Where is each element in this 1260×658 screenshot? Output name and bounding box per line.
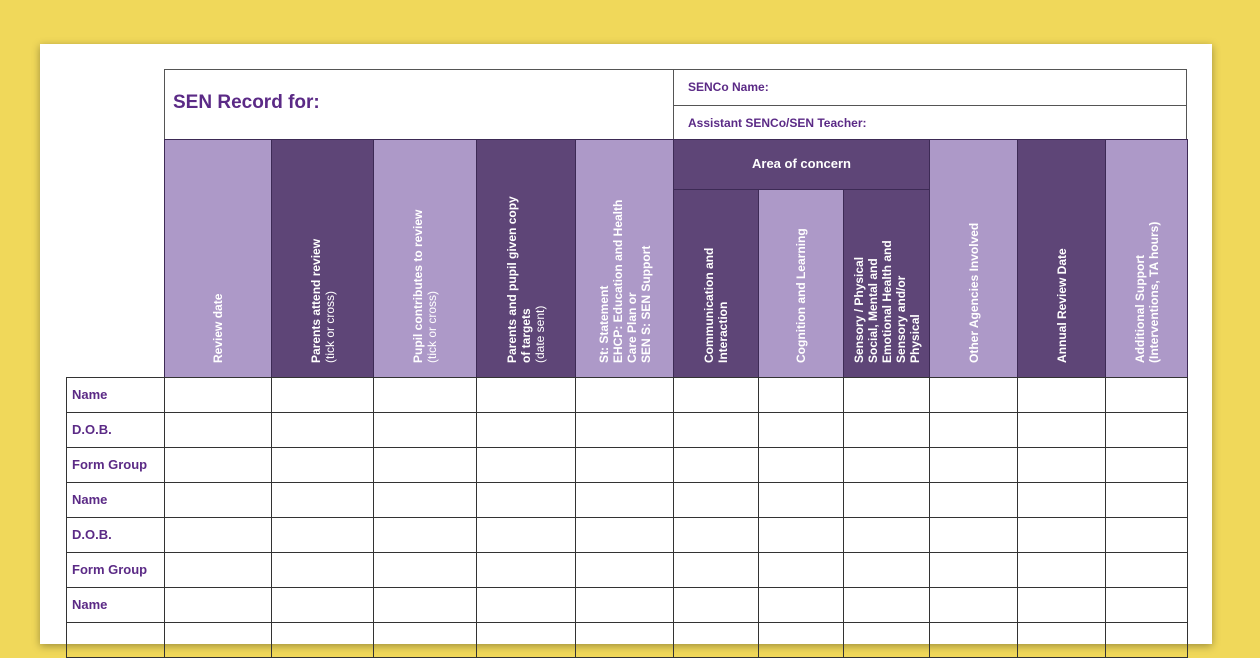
column-header-line: Care Plan or <box>624 292 639 363</box>
column-header-label <box>411 210 439 363</box>
table-cell[interactable] <box>271 587 374 623</box>
table-cell[interactable] <box>1017 482 1106 518</box>
table-cell[interactable] <box>1017 587 1106 623</box>
table-cell[interactable] <box>843 622 930 658</box>
table-cell[interactable] <box>843 552 930 588</box>
table-cell[interactable] <box>758 552 844 588</box>
row-label-cell <box>66 517 165 553</box>
table-cell[interactable] <box>575 482 674 518</box>
table-cell[interactable] <box>575 587 674 623</box>
column-header-label <box>702 248 730 363</box>
table-cell[interactable] <box>1105 412 1188 448</box>
table-cell[interactable] <box>929 377 1018 413</box>
column-header-parents-attend <box>271 139 374 378</box>
table-cell[interactable] <box>271 517 374 553</box>
column-header-line: SEN S: SEN Support <box>638 245 653 363</box>
area-of-concern-label: Area of concern <box>752 156 851 171</box>
table-cell[interactable] <box>843 517 930 553</box>
column-header-line: EHCP: Education and Health <box>610 199 625 363</box>
assistant-senco-cell[interactable] <box>673 105 1187 140</box>
row-label-cell <box>66 587 165 623</box>
column-header-line: Interaction <box>716 301 730 363</box>
table-cell[interactable] <box>929 517 1018 553</box>
table-cell[interactable] <box>373 412 477 448</box>
column-header-line: Other Agencies Involved <box>966 222 981 363</box>
table-cell[interactable] <box>271 377 374 413</box>
column-header-copy-of-targets <box>476 139 576 378</box>
table-cell[interactable] <box>164 552 272 588</box>
column-header-line: (Interventions, TA hours) <box>1146 221 1161 363</box>
table-cell[interactable] <box>929 552 1018 588</box>
table-cell[interactable] <box>673 412 759 448</box>
senco-name-label: SENCo Name: <box>688 80 769 94</box>
table-cell[interactable] <box>164 622 272 658</box>
row-label: Name <box>72 387 108 402</box>
table-cell[interactable] <box>1105 622 1188 658</box>
column-header-annual-review <box>1017 139 1106 378</box>
column-header-line: Sensory / Physical <box>851 256 866 363</box>
table-cell[interactable] <box>575 552 674 588</box>
column-header-review-date <box>164 139 272 378</box>
table-cell[interactable] <box>1105 447 1188 483</box>
table-cell[interactable] <box>476 587 576 623</box>
table-cell[interactable] <box>758 447 844 483</box>
table-cell[interactable] <box>575 622 674 658</box>
table-cell[interactable] <box>929 482 1018 518</box>
column-header-line: Review date <box>211 293 225 363</box>
table-cell[interactable] <box>758 412 844 448</box>
table-cell[interactable] <box>373 377 477 413</box>
table-cell[interactable] <box>476 622 576 658</box>
row-label-cell <box>66 552 165 588</box>
column-header-label <box>1055 248 1069 363</box>
column-header-line: Physical <box>907 314 922 363</box>
column-header-line: Parents attend review <box>308 238 323 363</box>
table-cell[interactable] <box>575 447 674 483</box>
column-header-line: of targets <box>519 308 533 363</box>
column-header-sensory <box>843 189 930 378</box>
table-cell[interactable] <box>929 622 1018 658</box>
table-cell[interactable] <box>1017 412 1106 448</box>
table-cell[interactable] <box>843 412 930 448</box>
column-header-label <box>967 223 981 363</box>
row-label: D.O.B. <box>72 527 112 542</box>
table-cell[interactable] <box>164 517 272 553</box>
column-header-cognition <box>758 189 844 378</box>
column-header-line: Pupil contributes to review <box>411 209 425 363</box>
column-header-label <box>597 200 653 363</box>
table-cell[interactable] <box>843 482 930 518</box>
column-header-pupil-contributes <box>373 139 477 378</box>
row-label-cell <box>66 622 165 658</box>
table-cell[interactable] <box>271 482 374 518</box>
row-label-cell <box>66 377 165 413</box>
record-title-cell <box>164 69 674 140</box>
table-cell[interactable] <box>373 447 477 483</box>
column-header-label <box>309 239 337 363</box>
table-cell[interactable] <box>1105 482 1188 518</box>
row-label-cell <box>66 447 165 483</box>
column-header-line: Additional Support <box>1132 255 1147 363</box>
row-label-cell <box>66 482 165 518</box>
row-label: Name <box>72 492 108 507</box>
column-header-label <box>505 196 547 363</box>
column-header-sub: (tick or cross) <box>322 291 337 363</box>
column-header-communication <box>673 189 759 378</box>
table-cell[interactable] <box>673 587 759 623</box>
column-header-line: Sensory and/or <box>893 275 908 363</box>
table-cell[interactable] <box>476 412 576 448</box>
table-cell[interactable] <box>476 482 576 518</box>
table-cell[interactable] <box>758 377 844 413</box>
table-cell[interactable] <box>929 447 1018 483</box>
row-label: D.O.B. <box>72 422 112 437</box>
table-cell[interactable] <box>929 587 1018 623</box>
table-cell[interactable] <box>758 482 844 518</box>
table-cell[interactable] <box>673 447 759 483</box>
table-cell[interactable] <box>373 587 477 623</box>
area-of-concern-header <box>673 139 930 190</box>
table-cell[interactable] <box>476 377 576 413</box>
table-cell[interactable] <box>164 412 272 448</box>
column-header-line: Annual Review Date <box>1054 248 1069 363</box>
row-label-cell <box>66 412 165 448</box>
table-cell[interactable] <box>1105 377 1188 413</box>
table-cell[interactable] <box>271 412 374 448</box>
column-header-statement <box>575 139 674 378</box>
column-header-line: Cognition and Learning <box>794 228 808 363</box>
table-cell[interactable] <box>843 447 930 483</box>
table-cell[interactable] <box>673 482 759 518</box>
table-cell[interactable] <box>575 377 674 413</box>
table-cell[interactable] <box>373 517 477 553</box>
column-header-line: Emotional Health and <box>879 240 894 363</box>
column-header-line: Parents and pupil given copy <box>505 196 519 363</box>
column-header-label <box>1133 222 1161 363</box>
row-label: Form Group <box>72 457 148 472</box>
table-cell[interactable] <box>758 517 844 553</box>
column-header-label <box>794 228 808 363</box>
column-header-sub: (date sent) <box>533 305 547 363</box>
table-cell[interactable] <box>271 447 374 483</box>
table-cell[interactable] <box>476 517 576 553</box>
table-cell[interactable] <box>843 587 930 623</box>
table-cell[interactable] <box>164 587 272 623</box>
record-title: SEN Record for: <box>173 92 320 113</box>
column-header-line: Communication and <box>702 247 716 363</box>
row-label: Form Group <box>72 562 148 577</box>
table-cell[interactable] <box>164 482 272 518</box>
table-cell[interactable] <box>164 377 272 413</box>
table-cell[interactable] <box>1017 552 1106 588</box>
table-cell[interactable] <box>373 552 477 588</box>
table-cell[interactable] <box>673 622 759 658</box>
table-cell[interactable] <box>476 552 576 588</box>
column-header-sub: (tick or cross) <box>425 291 439 363</box>
table-cell[interactable] <box>1105 552 1188 588</box>
table-cell[interactable] <box>575 517 674 553</box>
table-cell[interactable] <box>673 377 759 413</box>
table-cell[interactable] <box>758 622 844 658</box>
column-header-line: St: Statement <box>596 285 611 363</box>
sen-record-sheet <box>40 44 1212 644</box>
table-cell[interactable] <box>575 412 674 448</box>
column-header-label <box>852 240 922 363</box>
column-header-other-agencies <box>929 139 1018 378</box>
assistant-senco-label: Assistant SENCo/SEN Teacher: <box>688 116 867 130</box>
table-cell[interactable] <box>1017 377 1106 413</box>
table-cell[interactable] <box>271 552 374 588</box>
table-cell[interactable] <box>1017 517 1106 553</box>
table-cell[interactable] <box>476 447 576 483</box>
table-cell[interactable] <box>164 447 272 483</box>
table-cell[interactable] <box>1017 447 1106 483</box>
table-cell[interactable] <box>271 622 374 658</box>
column-header-label <box>211 294 225 363</box>
table-cell[interactable] <box>1017 622 1106 658</box>
table-cell[interactable] <box>929 412 1018 448</box>
table-cell[interactable] <box>673 517 759 553</box>
table-cell[interactable] <box>1105 587 1188 623</box>
column-header-additional-support <box>1105 139 1188 378</box>
table-cell[interactable] <box>373 622 477 658</box>
table-cell[interactable] <box>373 482 477 518</box>
table-cell[interactable] <box>1105 517 1188 553</box>
table-cell[interactable] <box>673 552 759 588</box>
row-label: Name <box>72 597 108 612</box>
column-header-line: Social, Mental and <box>865 258 880 363</box>
senco-name-cell[interactable] <box>673 69 1187 106</box>
table-cell[interactable] <box>758 587 844 623</box>
table-cell[interactable] <box>843 377 930 413</box>
